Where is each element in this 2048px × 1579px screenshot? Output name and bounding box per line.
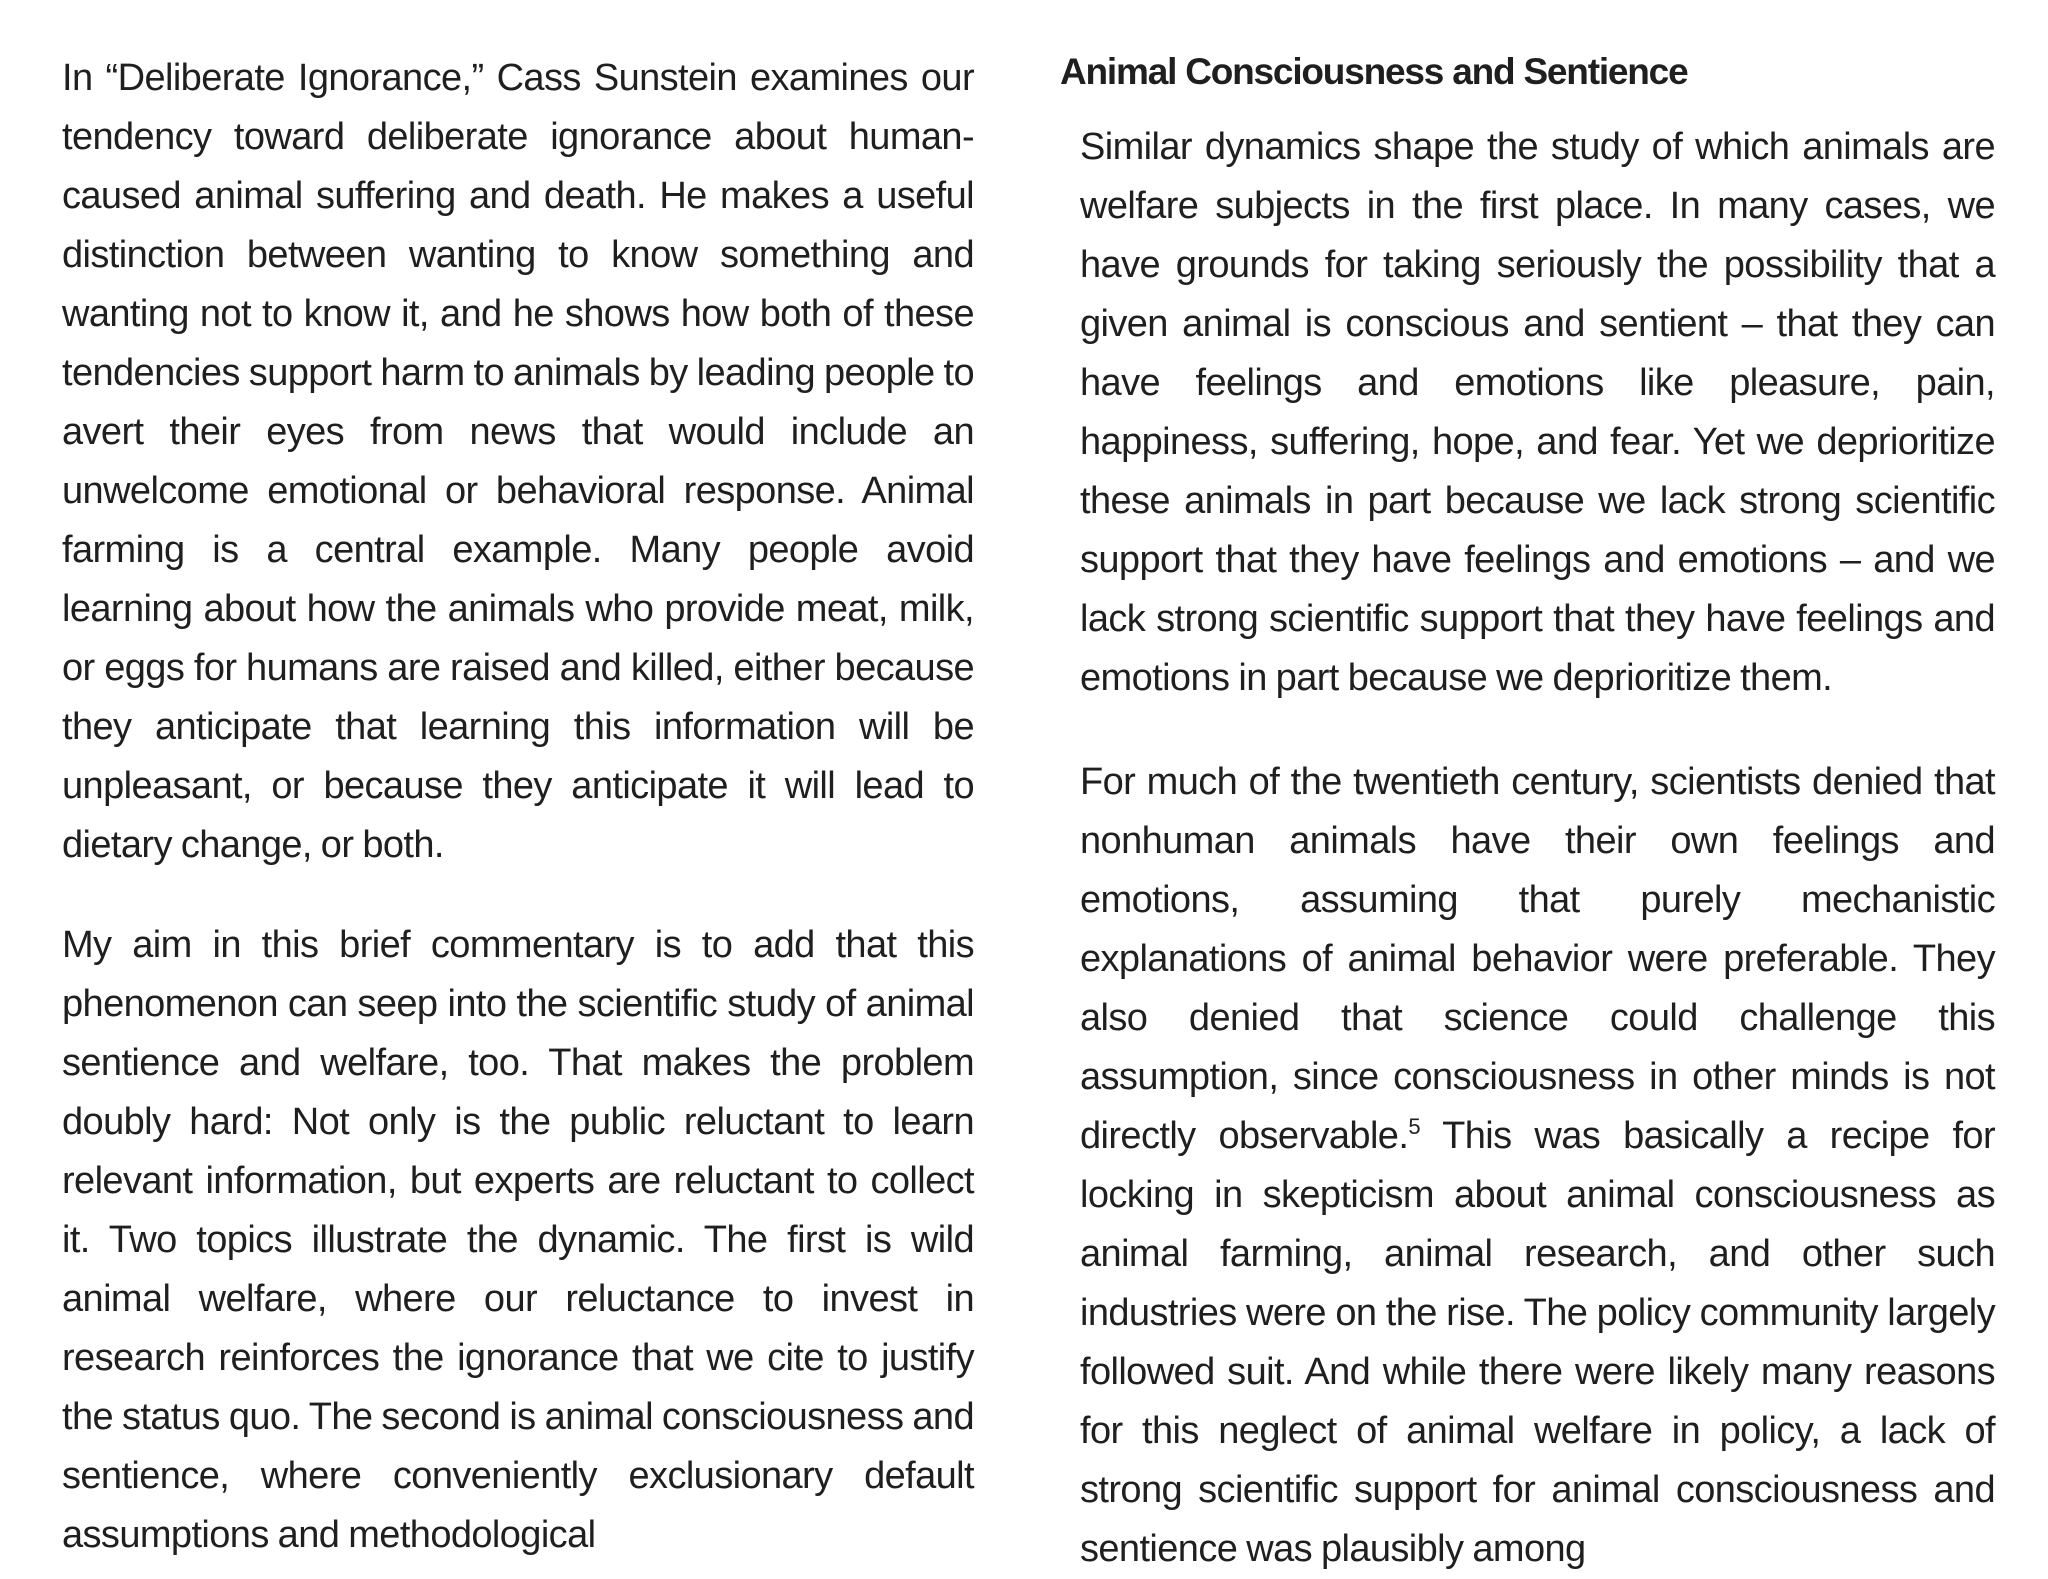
similar-dynamics-paragraph: Similar dynamics shape the study of which animals are welfare subjects in the first place. In many cases, we have grounds for taking seriously the possibility that a given animal is conscious and sentient – that they can have feelings and emotions like pleasure, pain, happiness, suffering, hope, and fear. Yet we deprioritize these animals in part because we lack strong scientific support that they have feelings and emotions – and we lack strong scientific support that they have feelings and emotions in part because we deprioritize them. [1080,126,1995,699]
paragraph-text-after-note: This was basically a recipe for locking in skepticism about animal consciousness as animal farming, animal research, and other such industries were on the rise. The policy community largely followed suit. And while there were likely many reasons for this neglect of animal welfare in policy, a lack of strong scientific support for animal consciousness and sentience was plausibly among [1080,1115,1996,1570]
intro-paragraph: In “Deliberate Ignorance,” Cass Sunstein examines our tendency toward deliberate ignorance about human-caused animal suffering and death. He makes a useful distinction between wanting to know something and wanting not to know it, and he shows how both of these tendencies support harm to animals by leading people to avert their eyes from news that would include an unwelcome emotional or behavioral response. Animal farming is a central example. Many people avoid learning about how the animals who provide meat, milk, or eggs for humans are raised and killed, either because they anticipate that learning this information will be unpleasant, or because they anticipate it will lead to dietary change, or both. [62,57,974,866]
section-heading: Animal Consciousness and Sentience [1060,51,1688,92]
twentieth-century-paragraph [1080,753,1995,1579]
aim-paragraph: My aim in this brief commentary is to add that this phenomenon can seep into the scientific study of animal sentience and welfare, too. That makes the problem doubly hard: Not only is the public reluctant to learn relevant information, but experts are reluctant to collect it. Two topics illustrate the dynamic. The first is wild animal welfare, where our reluctance to invest in research reinforces the ignorance that we cite to justify the status quo. The second is animal consciousness and sentience, where conveniently exclusionary default assumptions and methodological [62,924,974,1556]
paragraph-text-before-note: For much of the twentieth century, scientists denied that nonhuman animals have their own feelings and emotions, assuming that purely mechanistic explanations of animal behavior were preferable. They also denied that science could challenge this assumption, since consciousness in other minds is not directly observable. [1080,761,1995,1157]
footnote-marker[interactable]: 5 [1408,1114,1420,1139]
